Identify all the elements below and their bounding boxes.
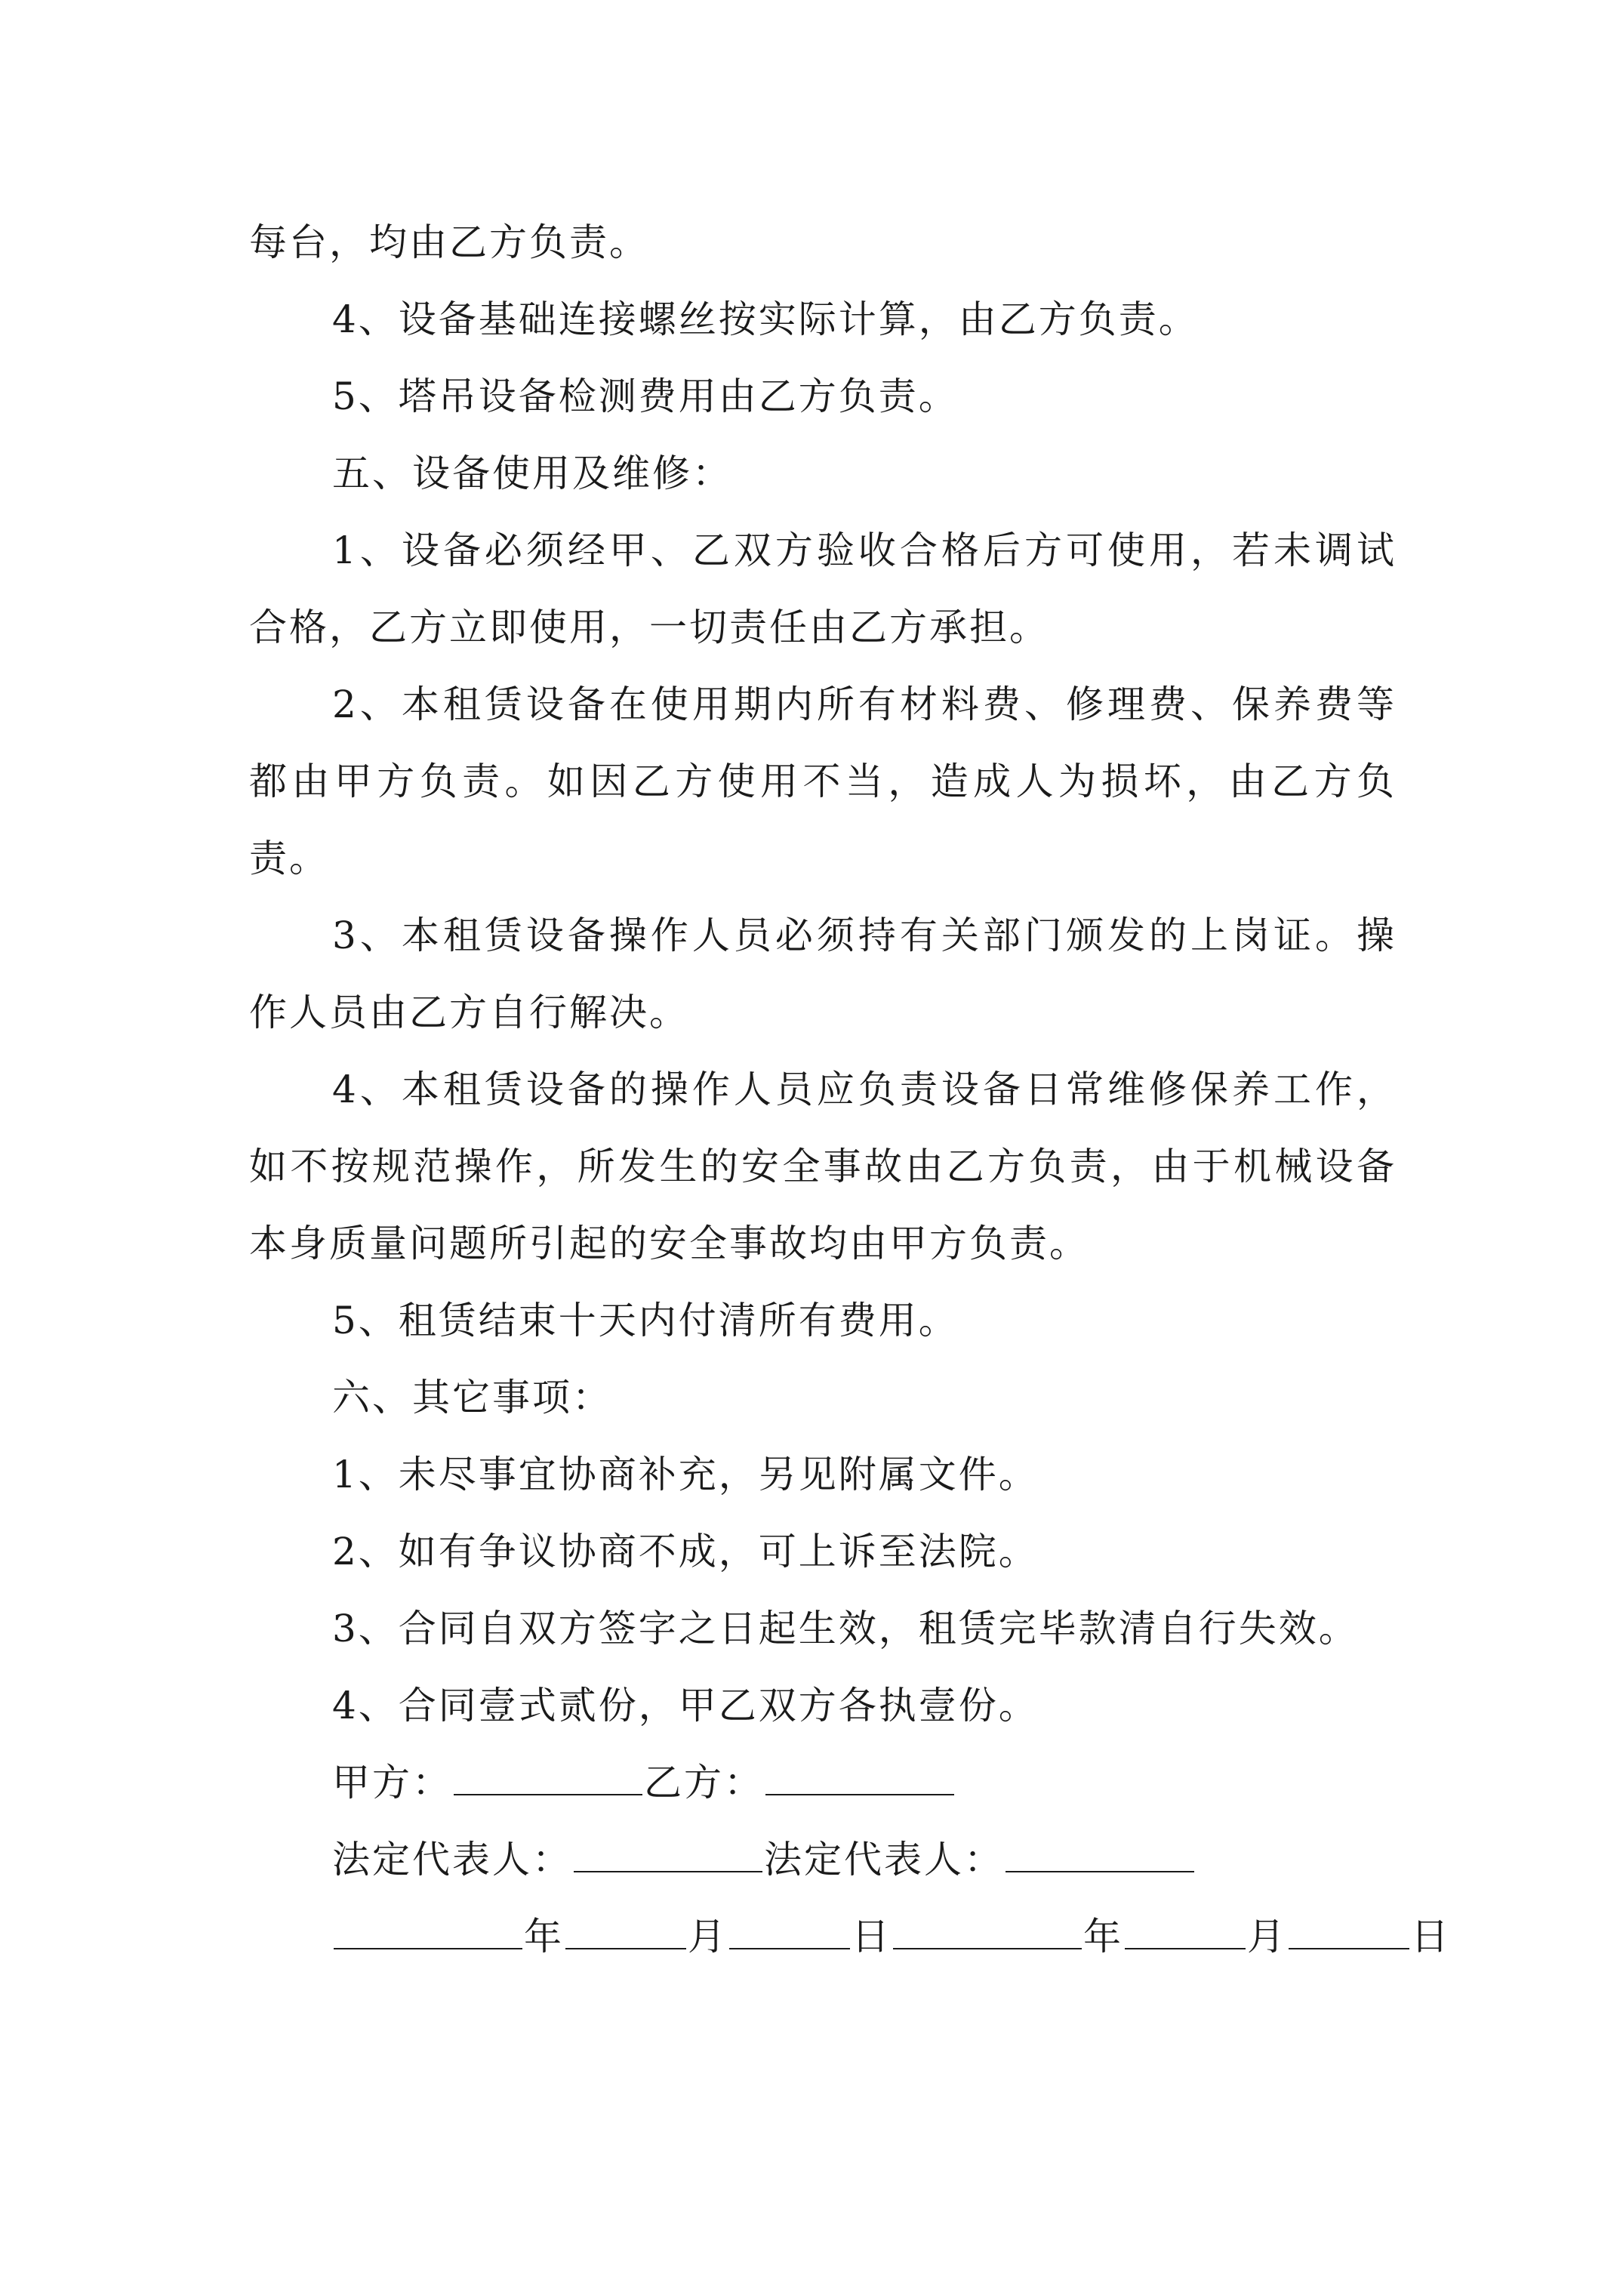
date-a-day-label: 日 xyxy=(852,1915,892,1959)
paragraph-8: 4、本租赁设备的操作人员应负责设备日常维修保养工作，如不按规范操作，所发生的安全事故由乙方负责，由于机械设备本身质量问题所引起的安全事故均由甲方负责。 xyxy=(249,1068,1397,1265)
party-b-label: 乙方： xyxy=(644,1761,764,1804)
rep-b-label: 法定代表人： xyxy=(764,1838,1004,1881)
date-a-day-blank[interactable] xyxy=(729,1903,850,1949)
rep-a-blank[interactable] xyxy=(574,1826,762,1872)
paragraph-6: 2、本租赁设备在使用期内所有材料费、修理费、保养费等都由甲方负责。如因乙方使用不当，造成人为损坏，由乙方负责。 xyxy=(249,683,1397,880)
paragraph-13: 3、合同自双方签字之日起生效，租赁完毕款清自行失效。 xyxy=(332,1607,1359,1650)
section-heading-6: 六、其它事项： xyxy=(332,1376,612,1419)
paragraph-7: 3、本租赁设备操作人员必须持有关部门颁发的上岗证。操作人员由乙方自行解决。 xyxy=(249,914,1397,1034)
paragraph-9: 5、租赁结束十天内付清所有费用。 xyxy=(332,1299,959,1342)
rep-a-label: 法定代表人： xyxy=(332,1838,572,1881)
paragraph-5: 1、设备必须经甲、乙双方验收合格后方可使用，若未调试合格，乙方立即使用，一切责任由乙方承担。 xyxy=(249,529,1397,649)
date-b-year-label: 年 xyxy=(1083,1915,1123,1959)
representative-signature-line xyxy=(249,1821,1397,1898)
paragraph-1: 每台，均由乙方负责。 xyxy=(249,220,649,264)
date-signature-line xyxy=(249,1898,1451,1975)
paragraph-14: 4、合同壹式贰份，甲乙双方各执壹份。 xyxy=(332,1684,1039,1727)
date-b-day-blank[interactable] xyxy=(1289,1903,1409,1949)
rep-b-blank[interactable] xyxy=(1006,1826,1194,1872)
party-a-blank[interactable] xyxy=(454,1749,642,1795)
date-b-year-blank[interactable] xyxy=(893,1903,1082,1949)
party-a-label: 甲方： xyxy=(332,1761,452,1804)
date-b-month-blank[interactable] xyxy=(1125,1903,1246,1949)
paragraph-11: 1、未尽事宜协商补充，另见附属文件。 xyxy=(332,1453,1039,1496)
party-b-blank[interactable] xyxy=(765,1749,954,1795)
date-a-month-blank[interactable] xyxy=(565,1903,686,1949)
section-heading-5: 五、设备使用及维修： xyxy=(332,451,732,495)
date-b-day-label: 日 xyxy=(1411,1915,1451,1959)
paragraph-3: 5、塔吊设备检测费用由乙方负责。 xyxy=(332,374,959,418)
date-a-year-label: 年 xyxy=(524,1915,564,1959)
date-a-month-label: 月 xyxy=(688,1915,728,1959)
party-signature-line xyxy=(249,1744,1397,1821)
date-b-month-label: 月 xyxy=(1247,1915,1287,1959)
date-a-year-blank[interactable] xyxy=(334,1903,522,1949)
paragraph-2: 4、设备基础连接螺丝按实际计算，由乙方负责。 xyxy=(332,297,1199,341)
contract-body xyxy=(249,204,1451,1975)
paragraph-12: 2、如有争议协商不成，可上诉至法院。 xyxy=(332,1530,1039,1573)
